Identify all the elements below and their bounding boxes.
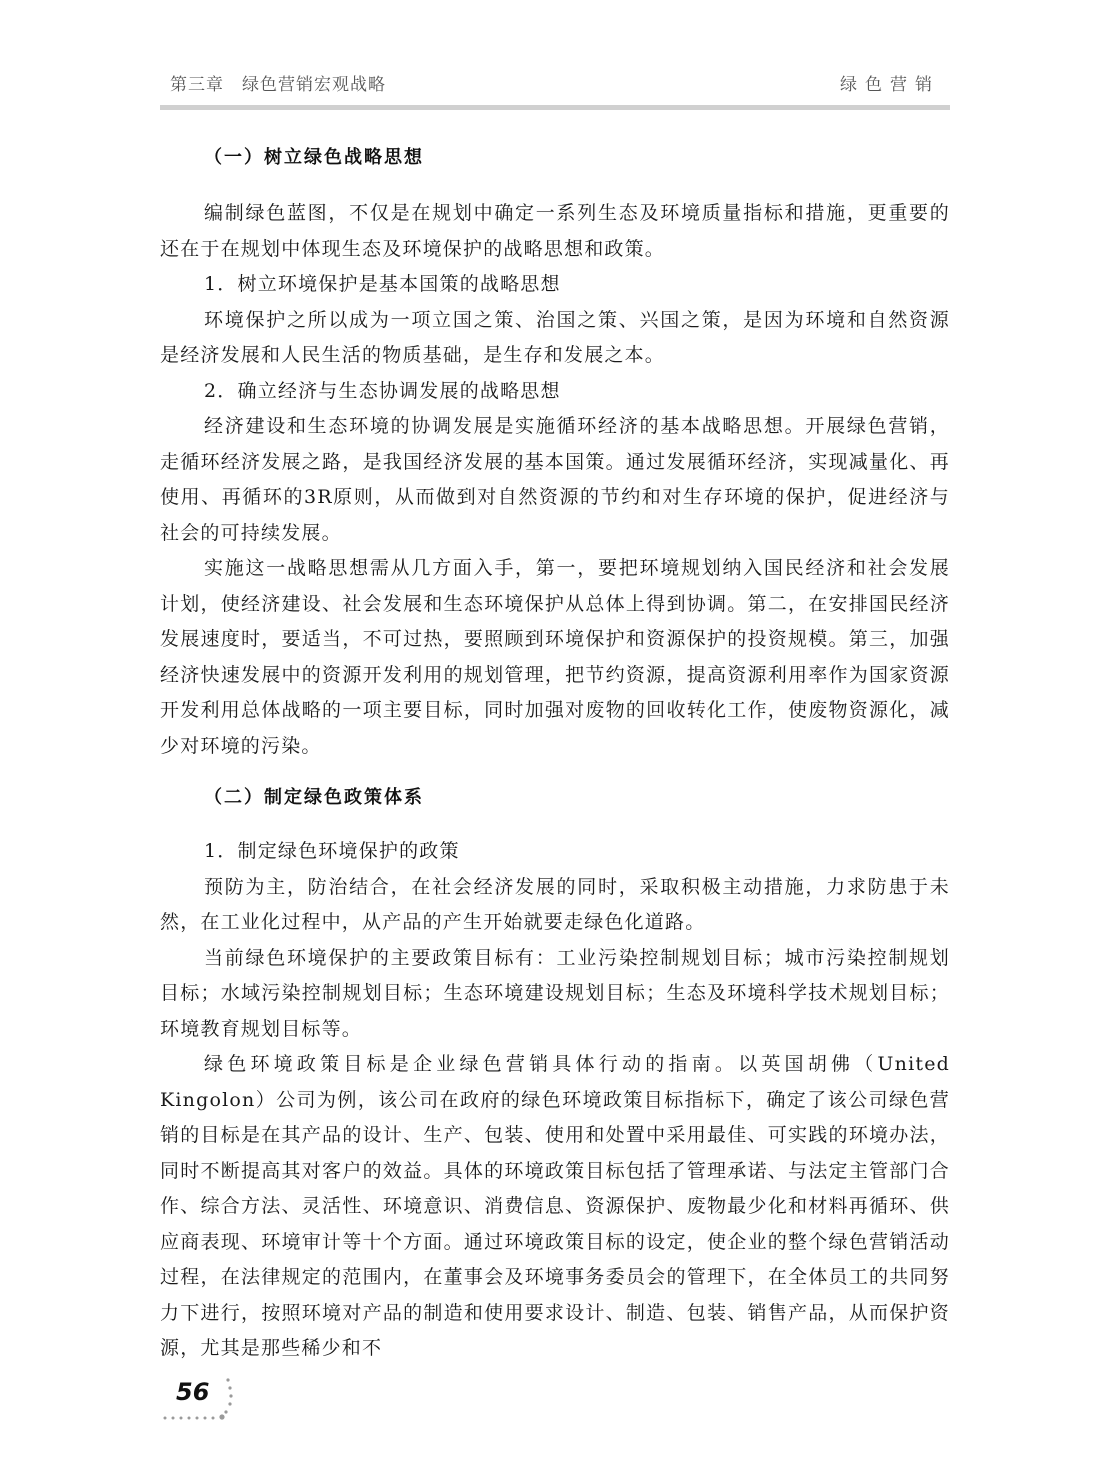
running-header — [160, 64, 950, 110]
subheading: 1．树立环境保护是基本国策的战略思想 — [204, 273, 561, 295]
page-number: 56 — [176, 1378, 210, 1406]
paragraph: 绿色环境政策目标是企业绿色营销具体行动的指南。以英国胡佛（United Kingolon）公司为例，该公司在政府的绿色环境政策目标指标下，确定了该公司绿色营销的目标是在其产品的设计、生产、包装、使用和处置中采用最佳、可实践的环境办法，同时不断提高其对客户的效益。具体的环境政策目标包括了管理承诺、与法定主管部门合作、综合方法、灵活性、环境意识、消费信息、资源保护、废物最少化和材料再循环、供应商表现、环境审计等十个方面。通过环境政策目标的设定，使企业的整个绿色营销活动过程，在法律规定的范围内，在董事会及环境事务委员会的管理下，在全体员工的共同努力下进行，按照环境对产品的制造和使用要求设计、制造、包装、销售产品，从而保护资源，尤其是那些稀少和不 — [160, 1053, 950, 1359]
paragraph: 编制绿色蓝图，不仅是在规划中确定一系列生态及环境质量指标和措施，更重要的还在于在规划中体现生态及环境保护的战略思想和政策。 — [160, 202, 950, 260]
decorative-dots-icon — [160, 1372, 260, 1432]
page-footer — [160, 1372, 260, 1432]
chapter-title: 第三章 绿色营销宏观战略 — [170, 75, 386, 95]
subheading: 1．制定绿色环境保护的政策 — [204, 840, 460, 862]
section-heading-2: （二）制定绿色政策体系 — [204, 787, 424, 808]
subheading: 2．确立经济与生态协调发展的战略思想 — [204, 379, 561, 402]
paragraph: 当前绿色环境保护的主要政策目标有：工业污染控制规划目标；城市污染控制规划目标；水域污染控制规划目标；生态环境建设规划目标；生态及环境科学技术规划目标；环境教育规划目标等。 — [160, 946, 950, 1040]
paragraph: 实施这一战略思想需从几方面入手，第一，要把环境规划纳入国民经济和社会发展计划，使经济建设、社会发展和生态环境保护从总体上得到协调。第二，在安排国民经济发展速度时，要适当，不可过热，要照顾到环境保护和资源保护的投资规模。第三，加强经济快速发展中的资源开发利用的规划管理，把节约资源，提高资源利用率作为国家资源开发利用总体战略的一项主要目标，同时加强对废物的回收转化工作，使废物资源化，减少对环境的污染。 — [160, 557, 950, 757]
book-title: 绿色营销 — [840, 75, 940, 95]
page-body — [160, 140, 950, 1367]
paragraph: 预防为主，防治结合，在社会经济发展的同时，采取积极主动措施，力求防患于未然，在工业化过程中，从产品的产生开始就要走绿色化道路。 — [160, 875, 950, 933]
section-heading-1: （一）树立绿色战略思想 — [204, 147, 424, 168]
paragraph: 经济建设和生态环境的协调发展是实施循环经济的基本战略思想。开展绿色营销，走循环经济发展之路，是我国经济发展的基本国策。通过发展循环经济，实现减量化、再使用、再循环的3R原则，从而做到对自然资源的节约和对生存环境的保护，促进经济与社会的可持续发展。 — [160, 415, 950, 544]
paragraph: 环境保护之所以成为一项立国之策、治国之策、兴国之策，是因为环境和自然资源是经济发展和人民生活的物质基础，是生存和发展之本。 — [160, 308, 950, 366]
